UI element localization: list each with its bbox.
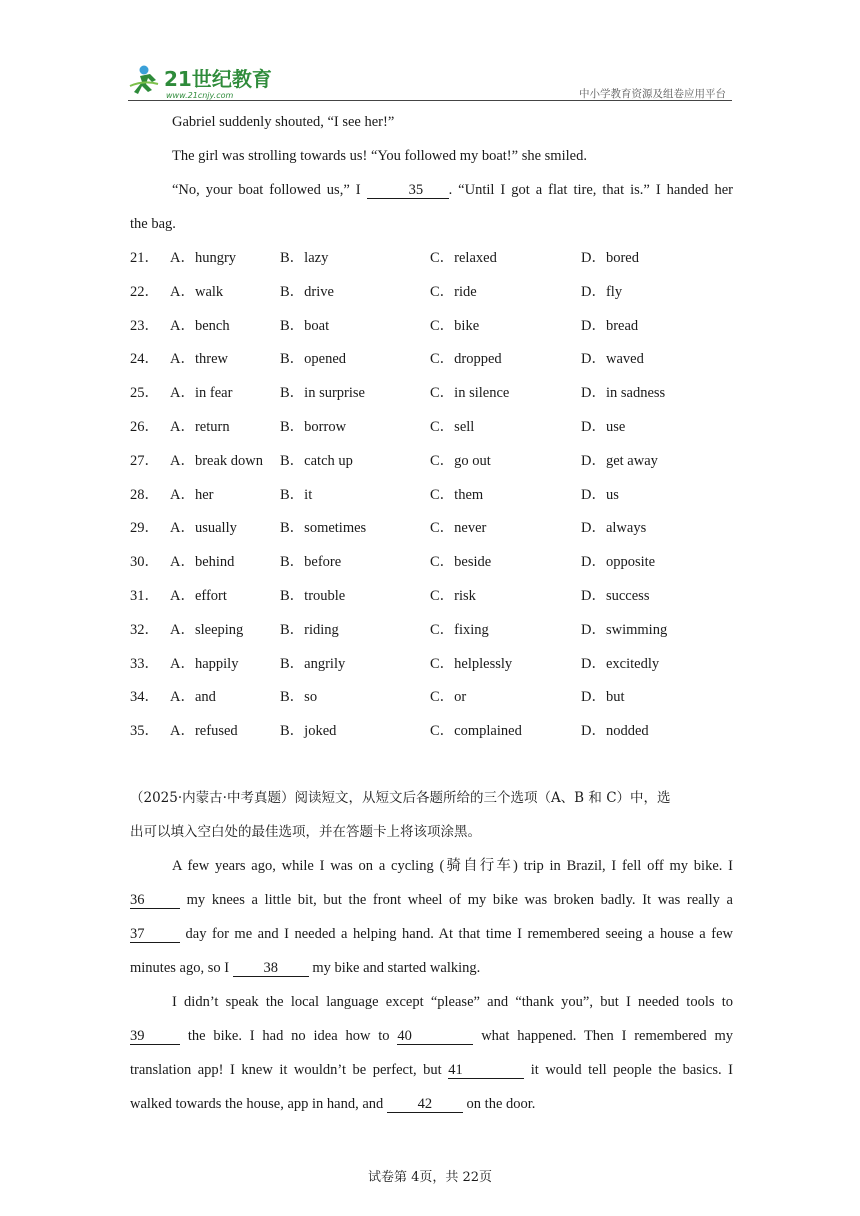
option-b: B．opened [280,351,347,368]
answer-blank: 42 [387,1096,463,1113]
option-b: B．borrow [280,419,347,435]
passage2-line: minutes ago, so I 38 my bike and started walking. [130,960,481,976]
question-row [130,721,733,741]
option-c: C．ride [430,283,477,300]
question-row [130,485,733,505]
option-c: C．or [430,689,467,706]
passage2-line: 36 my knees a little bit, but the front wheel of my bike was broken badly. It was really a [130,892,733,908]
question-row [130,349,733,369]
option-b: B．catch up [280,452,353,469]
option-c: C．in silence [430,385,510,402]
option-b: B．boat [280,317,330,334]
option-b: B．it [280,486,313,503]
option-c: C．relaxed [430,250,497,266]
option-b: B．riding [280,621,339,638]
option-b: B．trouble [280,588,346,604]
option-a: A．refused [170,723,238,740]
section-instructions: （2025·内蒙古·中考真题）阅读短文，从短文后各题所给的三个选项（A、B 和 C）中，选 [130,790,671,806]
question-row [130,687,733,707]
option-a: A．threw [170,351,228,368]
option-d: D．excitedly [581,655,660,672]
page-footer: 试卷第 4页，共 22页 [367,1170,493,1185]
option-c: C．them [430,486,484,503]
answer-blank: 41 [448,1062,524,1079]
option-d: D．fly [581,283,623,300]
option-b: B．lazy [280,250,329,266]
passage2-line: 39 the bike. I had no idea how to 40 what happened. Then I remembered my [130,1028,734,1044]
answer-blank: 37 [130,926,180,943]
option-d: D．opposite [581,554,656,571]
option-b: B．in surprise [280,385,365,402]
passage2-line: 37 day for me and I needed a helping hand. At that time I remembered seeing a house a few [130,926,733,942]
option-c: C．complained [430,723,522,740]
question-number: 35． [130,723,159,740]
logo-url-text: www.21cnjy.com [166,91,234,100]
header-divider [128,100,732,101]
option-d: D．bored [581,250,639,266]
question-number: 23． [130,317,159,334]
option-d: D．waved [581,351,644,368]
option-c: C．bike [430,317,480,334]
page-header [128,62,732,102]
option-c: C．beside [430,554,492,571]
option-a: A．hungry [170,250,237,266]
option-b: B．before [280,554,342,571]
question-number: 31． [130,588,159,604]
section-instructions: 出可以填入空白处的最佳选项，并在答题卡上将该项涂黑。 [130,824,481,840]
option-a: A．behind [170,554,235,571]
option-c: C．dropped [430,351,502,368]
question-row [130,552,733,572]
option-d: D．swimming [581,621,668,638]
question-row [130,282,733,302]
question-number: 29． [130,520,159,537]
runner-logo-icon [128,62,278,102]
question-number: 24． [130,351,159,368]
option-a: A．sleeping [170,621,244,638]
option-b: B．drive [280,283,334,300]
passage1-line: the bag. [130,216,176,232]
question-number: 32． [130,621,159,638]
option-a: A．happily [170,655,239,672]
question-row [130,316,733,336]
question-number: 28． [130,486,159,503]
question-row [130,518,733,538]
option-d: D．nodded [581,723,649,740]
answer-blank: 40 [397,1028,473,1045]
passage2-line: walked towards the house, app in hand, and 42 on the door. [130,1096,536,1112]
question-row [130,586,733,606]
option-d: D．us [581,486,619,503]
question-number: 27． [130,452,159,469]
question-row [130,620,733,640]
option-c: C．helplessly [430,655,513,672]
option-c: C．go out [430,452,491,469]
option-b: B．joked [280,723,337,740]
question-row [130,248,733,268]
option-a: A．break down [170,452,264,469]
option-d: D．in sadness [581,385,666,402]
site-logo [128,62,278,102]
option-d: D．but [581,689,625,706]
question-number: 21． [130,250,159,266]
answer-blank: 38 [233,960,309,977]
answer-blank: 39 [130,1028,180,1045]
option-c: C．sell [430,419,475,435]
option-b: B．sometimes [280,520,367,537]
question-row [130,451,733,471]
question-number: 30． [130,554,159,571]
logo-main-text: 21世纪教育 [164,67,272,91]
option-a: A．bench [170,317,230,334]
question-number: 25． [130,385,159,402]
passage1-line: The girl was strolling towards us! “You followed my boat!” she smiled. [172,148,587,164]
question-row [130,383,733,403]
option-d: D．success [581,588,650,604]
option-c: C．risk [430,588,476,604]
option-d: D．get away [581,452,658,469]
option-c: C．never [430,520,487,537]
question-row [130,654,733,674]
question-number: 33． [130,655,159,672]
question-number: 22． [130,283,159,300]
option-b: B．angrily [280,655,346,672]
option-d: D．bread [581,317,639,334]
platform-name: 中小学教育资源及组卷应用平台 [579,88,726,100]
question-number: 26． [130,419,159,435]
answer-blank: 36 [130,892,180,909]
option-a: A．walk [170,283,224,300]
option-a: A．in fear [170,385,233,402]
question-number: 34． [130,689,159,706]
passage2-line: I didn’t speak the local language except “please” and “thank you”, but I needed tools to [172,994,733,1010]
option-d: D．always [581,520,647,537]
option-a: A．return [170,419,230,435]
passage1-line: Gabriel suddenly shouted, “I see her!” [172,114,395,130]
question-row [130,417,733,437]
answer-blank: 35 [367,182,449,199]
option-b: B．so [280,689,318,706]
passage1-line: “No, your boat followed us,” I 35 . “Until I got a flat tire, that is.” I handed her [172,182,733,198]
option-a: A．and [170,689,216,706]
option-a: A．usually [170,520,237,537]
passage2-line: A few years ago, while I was on a cycling (骑自行车) trip in Brazil, I fell off my bike. I [172,858,733,874]
option-a: A．her [170,486,214,503]
passage2-line: translation app! I knew it wouldn’t be perfect, but 41 it would tell people the basics. I [130,1062,733,1078]
option-a: A．effort [170,588,227,604]
option-c: C．fixing [430,621,489,638]
option-d: D．use [581,419,626,435]
